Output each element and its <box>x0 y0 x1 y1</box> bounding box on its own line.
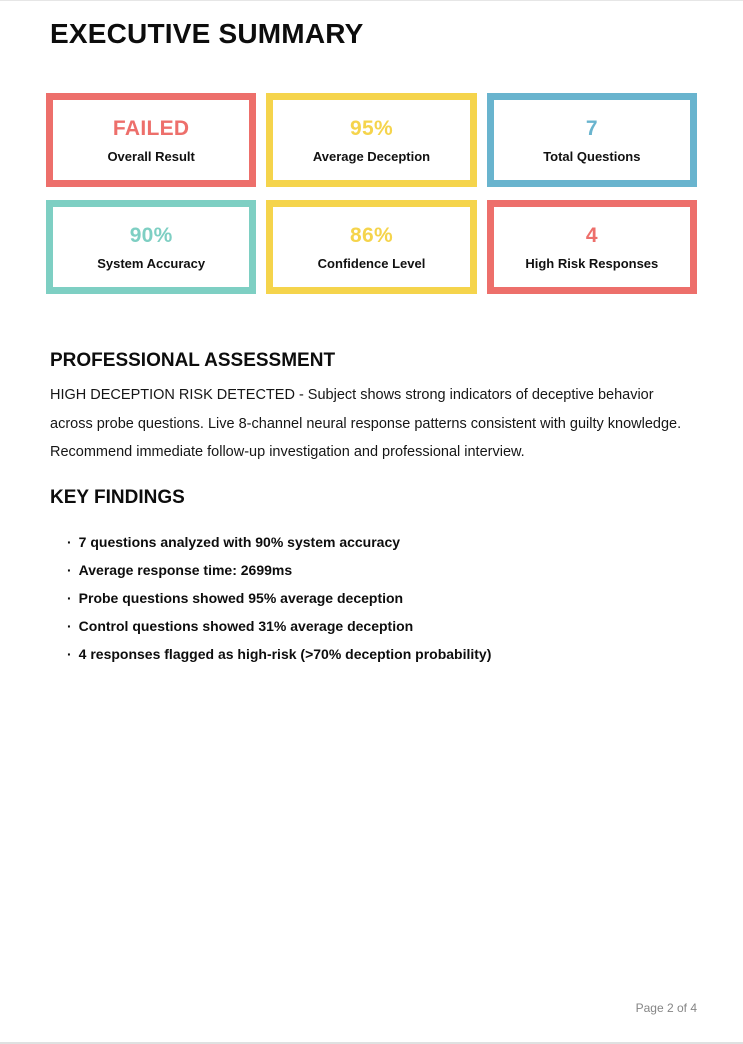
metric-card-overall-result <box>46 93 256 187</box>
executive-summary-page <box>0 1 743 668</box>
metric-card-average-deception <box>266 93 476 187</box>
metric-value: 7 <box>585 116 598 140</box>
page-title: EXECUTIVE SUMMARY <box>50 18 364 49</box>
finding-item: · Probe questions showed 95% average deception <box>67 584 697 612</box>
assessment-section-heading: PROFESSIONAL ASSESSMENT <box>50 350 336 371</box>
metric-card-high-risk-responses <box>487 200 697 294</box>
metric-card-system-accuracy <box>46 200 256 294</box>
finding-item: · 7 questions analyzed with 90% system accuracy <box>67 528 697 556</box>
metric-card-confidence-level <box>266 200 476 294</box>
finding-item: · Average response time: 2699ms <box>67 556 697 584</box>
metric-value: 95% <box>350 116 393 140</box>
findings-list <box>67 528 697 668</box>
metric-value: 4 <box>585 223 598 247</box>
metric-label: Overall Result <box>107 148 195 164</box>
metric-label: High Risk Responses <box>525 255 659 271</box>
metric-value: FAILED <box>112 116 190 140</box>
finding-item: · Control questions showed 31% average deception <box>67 612 697 640</box>
assessment-body-text: HIGH DECEPTION RISK DETECTED - Subject shows strong indicators of deceptive behavior across probe questions. Live 8-channel neural response patterns consistent with guilty knowledge. Recommend immediate follow-up investigation and professional interview. <box>50 387 682 460</box>
metric-label: Confidence Level <box>317 255 426 271</box>
metric-label: Average Deception <box>312 148 431 164</box>
finding-item: · 4 responses flagged as high-risk (>70% deception probability) <box>67 640 697 668</box>
findings-section-heading: KEY FINDINGS <box>50 486 185 508</box>
metric-value: 86% <box>350 223 393 247</box>
metric-card-total-questions <box>487 93 697 187</box>
metric-value: 90% <box>129 223 173 247</box>
page-number: Page 2 of 4 <box>635 1001 697 1015</box>
metric-label: System Accuracy <box>97 255 206 271</box>
metric-label: Total Questions <box>543 148 641 164</box>
metric-cards-grid <box>46 93 697 294</box>
